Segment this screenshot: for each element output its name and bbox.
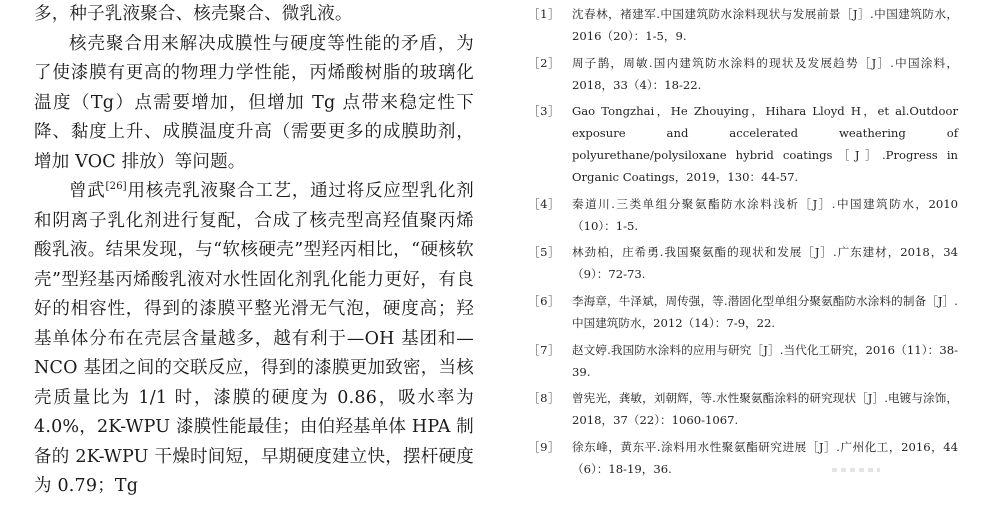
paragraph-text: 核壳聚合用来解决成膜性与硬度等性能的矛盾，为了使漆膜有更高的物理力学性能，丙烯酸树脂的玻璃化温度（Tg）点需要增加，但增加 Tg 点带来稳定性下降、黏度上升、成膜温度升高（需要更多的成膜助剂，增加 VOC 排放）等问题。 xyxy=(34,33,474,172)
reference-text: 秦道川.三类单组分聚氨酯防水涂料浅析［J］.中国建筑防水，2010（10）：1-5. xyxy=(572,196,958,233)
reference-number: ［2］ xyxy=(528,55,561,70)
reference-number: ［8］ xyxy=(528,391,561,406)
reference-item xyxy=(528,387,958,431)
reference-number: ［5］ xyxy=(528,245,561,260)
body-paragraph-1 xyxy=(34,0,474,30)
paragraph-text: 用核壳乳液聚合工艺，通过将反应型乳化剂和阴离子乳化剂进行复配，合成了核壳型高羟值聚丙烯酸乳液。结果发现，与“软核硬壳”型羟丙相比，“硬核软壳”型羟基丙烯酸乳液对水性固化剂乳化能力更好，有良好的相容性，得到的漆膜平整光滑无气泡，硬度高；羟基单体分布在壳层含量越多，越有利于—OH 基团和—NCO 基团之间的交联反应，得到的漆膜更加致密，当核壳质量比为 1/1 时，漆膜的硬度为 0.86，吸水率为 4.0%，2K-WPU 漆膜性能最佳；由伯羟基单体 HPA 制备的 2K-WPU 干燥时间短，早期硬度建立快，摆杆硬度为 0.79；Tg xyxy=(34,181,475,496)
faint-scan-mark xyxy=(832,468,880,472)
reference-number: ［7］ xyxy=(528,342,561,357)
reference-number: ［9］ xyxy=(528,439,561,454)
paragraph-lead: 曾武 xyxy=(69,181,106,201)
reference-item xyxy=(528,3,958,47)
reference-number: ［6］ xyxy=(528,293,561,308)
citation-marker[interactable]: [26] xyxy=(105,181,127,193)
body-paragraph-2 xyxy=(34,30,474,178)
body-text-column xyxy=(34,0,474,502)
reference-item xyxy=(528,52,958,96)
reference-text: 徐东峰，黄东平.涂料用水性聚氨酯研究进展［J］.广州化工，2016，44（6）：18-19，36. xyxy=(572,439,958,476)
reference-text: 沈春林，褚建军.中国建筑防水涂料现状与发展前景［J］.中国建筑防水，2016（20）：1-5，9. xyxy=(572,7,958,43)
reference-item xyxy=(528,339,958,383)
reference-text: 曾宪光，龚敏，刘朝辉，等.水性聚氨酯涂料的研究现状［J］.电镀与涂饰，2018，37（22）：1060-1067. xyxy=(572,391,958,428)
reference-number: ［1］ xyxy=(528,7,561,21)
reference-text: 林劲柏，庄希勇.我国聚氨酯的现状和发展［J］.广东建材，2018，34（9）：72-73. xyxy=(572,245,958,282)
reference-text: 李海章，牛泽斌，周传强，等.潜固化型单组分聚氨酯防水涂料的制备［J］.中国建筑防水，2012（14）：7-9，22. xyxy=(572,293,958,330)
reference-item xyxy=(528,436,958,480)
reference-item xyxy=(528,290,958,334)
reference-number: ［4］ xyxy=(528,196,561,211)
reference-item xyxy=(528,241,958,285)
body-paragraph-3 xyxy=(34,177,474,502)
reference-text: 赵文婷.我国防水涂料的应用与研究［J］.当代化工研究，2016（11）：38-39. xyxy=(572,342,958,379)
reference-item xyxy=(528,193,958,237)
reference-item xyxy=(528,100,958,188)
reference-text: Gao Tongzhai，He Zhouying，Hihara Lloyd H，et al.Outdoor exposure and accelerated weathering of polyurethane/polysiloxane hybrid coatings［J］.Progress in Organic Coatings，2019，130：44-57. xyxy=(572,104,958,185)
reference-text: 周子鹊，周敏.国内建筑防水涂料的现状及发展趋势［J］.中国涂料，2018，33（4）：18-22. xyxy=(572,55,958,92)
reference-list xyxy=(528,3,958,484)
paragraph-text: 多，种子乳液聚合、核壳聚合、微乳液。 xyxy=(34,4,353,24)
reference-number: ［3］ xyxy=(528,104,561,119)
